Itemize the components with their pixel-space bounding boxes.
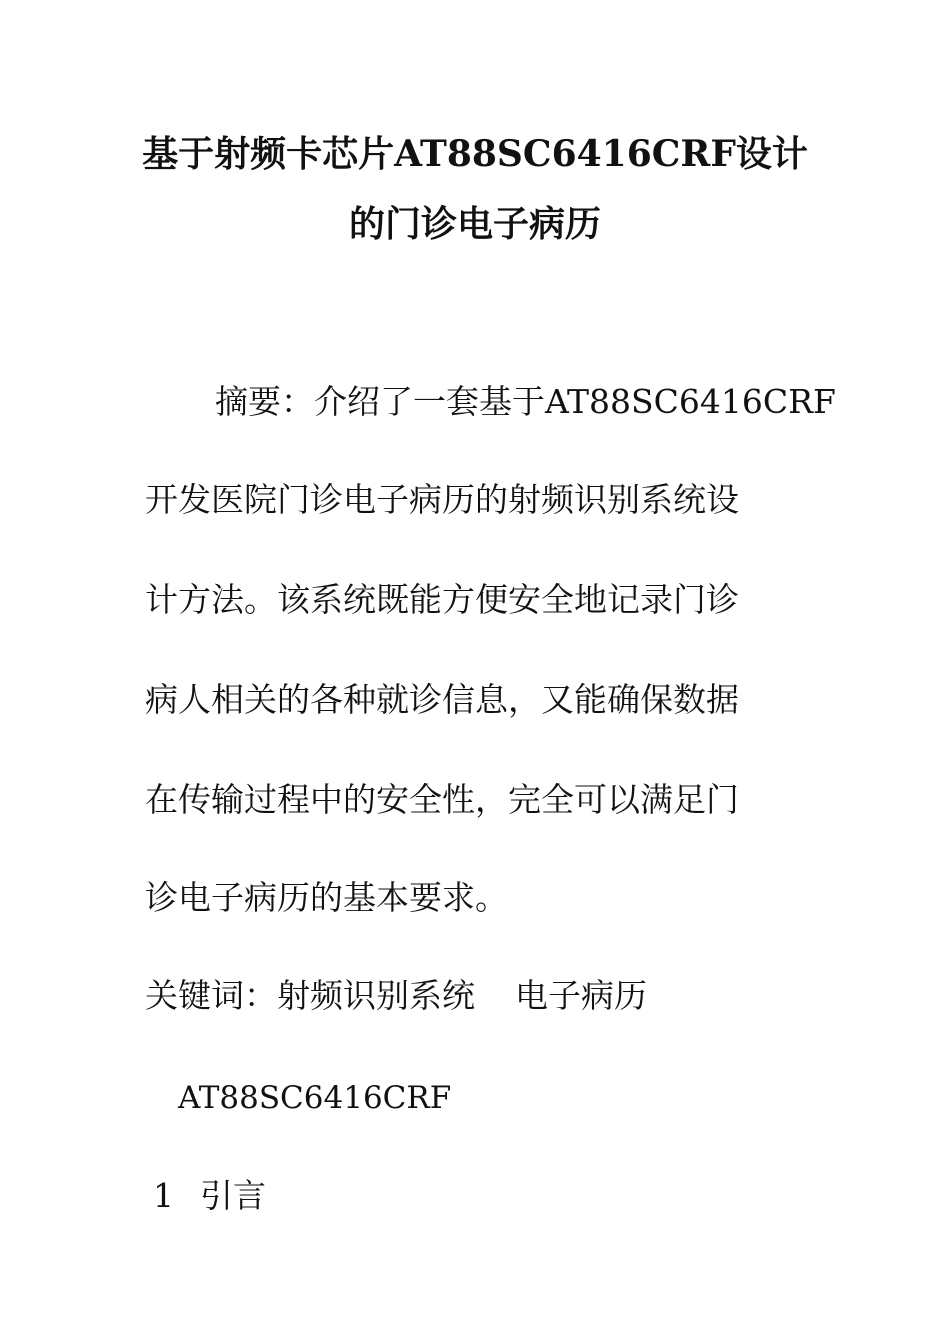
abstract-line-4: 病人相关的各种就诊信息，又能确保数据 xyxy=(145,680,739,719)
keywords-line xyxy=(145,974,647,1018)
keywords-label-and-first: 关键词：射频识别系统 xyxy=(145,976,475,1015)
keyword-second: 电子病历 xyxy=(515,976,647,1015)
section-number: 1 xyxy=(153,1176,174,1215)
abstract-line-3: 计方法。该系统既能方便安全地记录门诊 xyxy=(145,580,739,619)
abstract-line-1: 摘要：介绍了一套基于AT88SC6416CRF xyxy=(215,382,836,421)
abstract-line-2: 开发医院门诊电子病历的射频识别系统设 xyxy=(145,480,739,519)
abstract-line-6: 诊电子病历的基本要求。 xyxy=(145,878,508,917)
keyword-third: AT88SC6416CRF xyxy=(178,1080,452,1116)
abstract-line-5: 在传输过程中的安全性，完全可以满足门 xyxy=(145,780,739,819)
document-title-line-1: 基于射频卡芯片AT88SC6416CRF设计 xyxy=(142,133,808,175)
section-heading xyxy=(153,1174,266,1218)
document-title-line-2: 的门诊电子病历 xyxy=(348,203,601,245)
section-title: 引言 xyxy=(200,1176,266,1215)
